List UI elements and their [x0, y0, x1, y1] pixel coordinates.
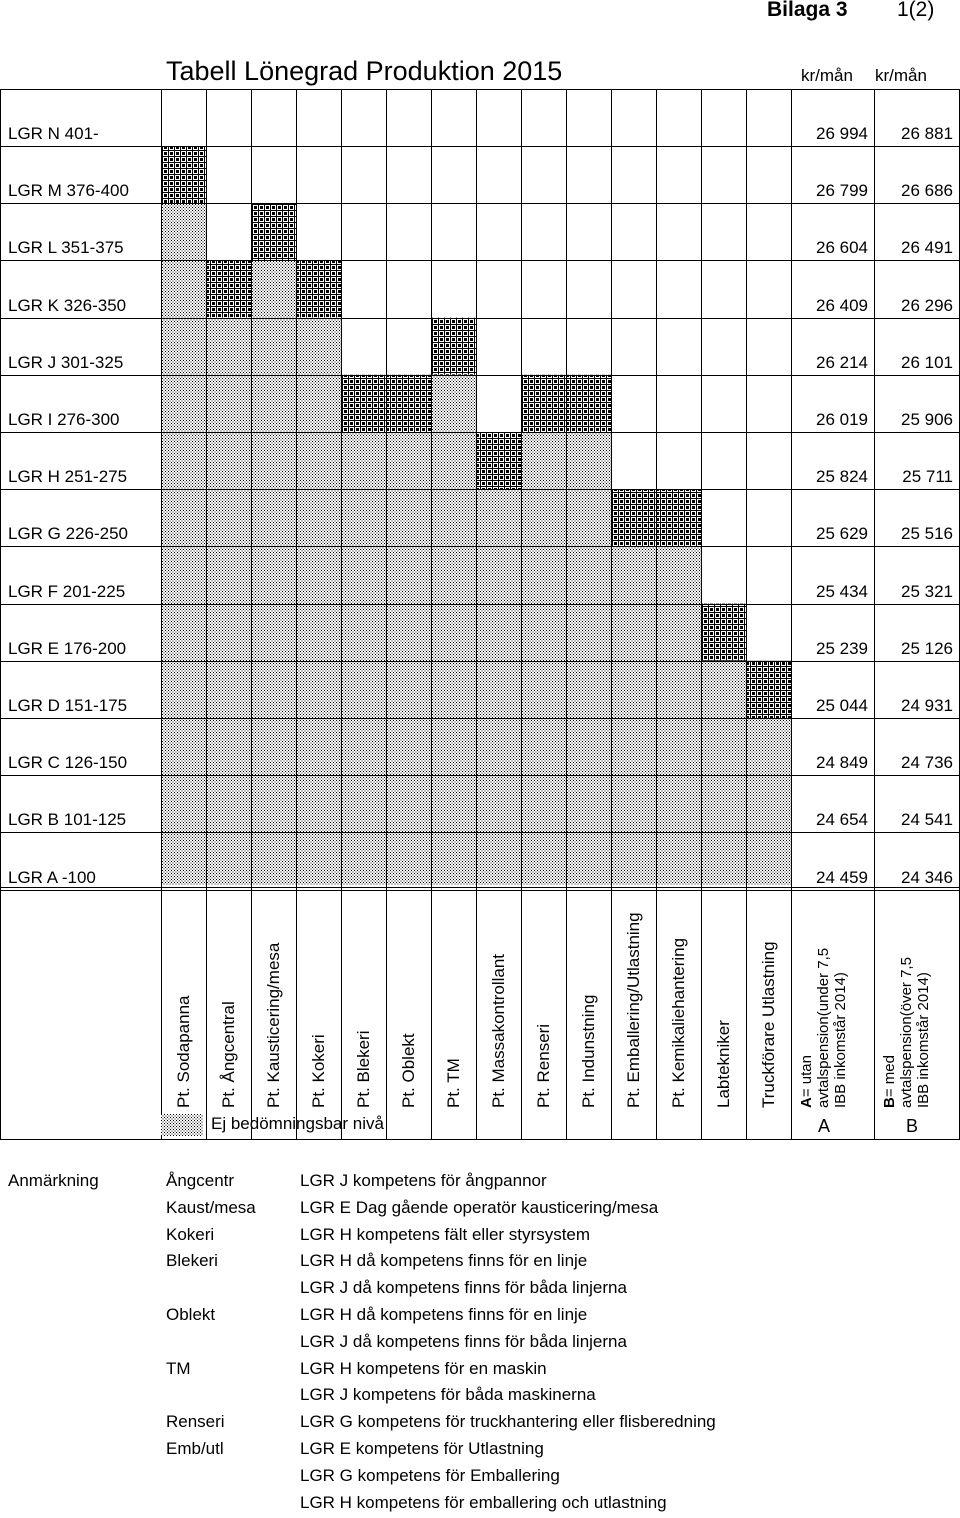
remark-text: LGR J kompetens för båda maskinerna: [300, 1385, 596, 1405]
salary-b: 26 686: [901, 181, 953, 201]
max-grade-cell: [567, 375, 611, 432]
legend-swatch: [161, 1114, 203, 1136]
salary-b: 24 736: [901, 753, 953, 773]
grade-label: LGR D 151-175: [8, 696, 128, 715]
col-header: Truckförare Utlastning: [759, 941, 778, 1108]
max-grade-cell: [477, 432, 521, 489]
salary-a: 25 239: [816, 638, 868, 658]
salary-b: 26 101: [901, 352, 953, 372]
remark-text: LGR E Dag gående operatör kausticering/mesa: [300, 1197, 659, 1217]
salary-a: 24 849: [816, 753, 868, 773]
salary-a: 24 654: [816, 810, 868, 830]
unrated-cell: [567, 432, 611, 885]
max-grade-cell: [387, 375, 431, 432]
salary-a: 25 434: [816, 581, 868, 601]
salary-b: 25 126: [901, 638, 953, 658]
remark-text: LGR H kompetens för en maskin: [300, 1358, 547, 1378]
grade-label: LGR A -100: [8, 867, 96, 887]
salary-b: 24 541: [901, 810, 953, 830]
unrated-cell: [252, 260, 296, 885]
grade-label: LGR B 101-125: [8, 810, 127, 830]
col-header: Pt. Renseri: [534, 1023, 553, 1108]
salary-b: 25 321: [901, 581, 953, 601]
remark-text: LGR G kompetens för Emballering: [300, 1465, 560, 1485]
col-header: Pt. Indunstning: [579, 994, 598, 1108]
col-header-b: B= med avtalspension(över 7,5 IBB inkomstår 2014): [881, 957, 932, 1108]
salary-b: 25 906: [901, 410, 953, 429]
grade-label: LGR C 126-150: [8, 753, 128, 773]
col-header: Pt. Emballering/Utlastning: [624, 912, 643, 1108]
col-header-a: A= utan avtalspension(under 7,5 IBB inkomstår 2014): [798, 947, 849, 1108]
unrated-cell: [522, 432, 566, 885]
grade-label: LGR K 326-350: [8, 295, 127, 315]
max-grade-cell: [612, 489, 656, 546]
unit-header-b: kr/mån: [875, 66, 927, 85]
max-grade-cell: [297, 260, 341, 317]
unrated-cell: [747, 718, 791, 885]
unrated-cell: [432, 375, 476, 885]
col-header: Pt. Oblekt: [399, 1033, 418, 1108]
max-grade-cell: [522, 375, 566, 432]
remark-text: LGR H då kompetens finns för en linje: [300, 1305, 588, 1324]
max-grade-cell: [747, 661, 791, 718]
salary-a: 26 604: [816, 238, 868, 258]
document-label: Bilaga 3: [767, 0, 848, 21]
remark-text: LGR J då kompetens finns för båda linjerna: [300, 1278, 627, 1298]
remark-key: Oblekt: [166, 1305, 216, 1324]
salary-a: 26 214: [816, 352, 868, 372]
remark-text: LGR H kompetens fält eller styrsystem: [300, 1224, 591, 1244]
remark-key: Renseri: [166, 1412, 225, 1432]
col-header: Pt. Sodapanna: [174, 995, 193, 1108]
salary-a: 24 459: [816, 867, 868, 887]
unrated-cell: [657, 546, 701, 885]
col-header: Pt. Blekeri: [354, 1030, 373, 1108]
max-grade-cell: [657, 489, 701, 546]
grade-label: LGR F 201-225: [8, 581, 126, 601]
page-title: Tabell Lönegrad Produktion 2015: [166, 56, 563, 86]
col-header: Pt. Kokeri: [309, 1034, 328, 1108]
salary-a: 25 044: [816, 696, 868, 715]
remark-text: LGR H kompetens för emballering och utlastning: [300, 1492, 667, 1512]
col-header: Pt. Ångcentral: [219, 1001, 238, 1108]
unrated-cell: [297, 318, 341, 885]
unrated-cell: [612, 546, 656, 885]
salary-b: 25 711: [902, 467, 953, 487]
col-header: Pt. Kemikaliehantering: [669, 937, 688, 1108]
remark-text: LGR H då kompetens finns för en linje: [300, 1251, 588, 1271]
remark-key: TM: [166, 1358, 191, 1378]
grade-label: LGR H 251-275: [8, 467, 128, 487]
max-grade-cell: [207, 260, 251, 317]
salary-a: 26 799: [816, 181, 868, 201]
unrated-cell: [342, 432, 386, 885]
salary-b: 24 346: [901, 867, 953, 887]
unrated-cell: [702, 661, 746, 885]
grade-label: LGR M 376-400: [8, 181, 129, 201]
remark-key: Kaust/mesa: [166, 1197, 256, 1217]
salary-a: 25 824: [816, 467, 868, 487]
max-grade-cell: [162, 146, 206, 203]
salary-a: 25 629: [816, 524, 868, 544]
remark-text: LGR E kompetens för Utlastning: [300, 1439, 544, 1458]
grade-label: LGR G 226-250: [8, 524, 129, 544]
col-footer-b: B: [906, 1116, 919, 1136]
unrated-cell: [207, 318, 251, 885]
grade-label: LGR E 176-200: [8, 638, 127, 658]
unrated-cell: [387, 432, 431, 885]
unrated-cell: [162, 203, 206, 885]
col-header: Pt. TM: [444, 1058, 463, 1108]
salary-a: 26 019: [816, 410, 868, 429]
salary-b: 25 516: [901, 524, 953, 544]
max-grade-cell: [702, 604, 746, 661]
legend-label: Ej bedömningsbar nivå: [211, 1114, 384, 1133]
remark-key: Emb/utl: [166, 1439, 224, 1458]
max-grade-cell: [342, 375, 386, 432]
max-grade-cell: [252, 203, 296, 260]
grade-label: LGR N 401-: [8, 124, 99, 143]
grade-label: LGR L 351-375: [8, 238, 124, 258]
grade-label: LGR I 276-300: [8, 410, 120, 429]
remarks-heading: Anmärkning: [8, 1171, 99, 1190]
grade-label: LGR J 301-325: [8, 352, 124, 372]
remark-key: Blekeri: [166, 1251, 218, 1271]
remark-text: LGR J kompetens för ångpannor: [300, 1171, 547, 1190]
remark-text: LGR G kompetens för truckhantering eller flisberedning: [300, 1412, 716, 1432]
remark-key: Ångcentr: [166, 1171, 235, 1190]
max-grade-cell: [432, 318, 476, 375]
col-header: Pt. Massakontrollant: [489, 953, 508, 1108]
remark-text: LGR J då kompetens finns för båda linjerna: [300, 1331, 627, 1351]
salary-b: 26 296: [901, 295, 953, 315]
salary-b: 26 881: [901, 124, 953, 143]
col-header: Labtekniker: [714, 1020, 733, 1108]
page-number: 1(2): [897, 0, 935, 21]
col-header: Pt. Kausticering/mesa: [264, 942, 283, 1108]
salary-b: 24 931: [901, 696, 953, 715]
salary-a: 26 994: [816, 124, 868, 143]
unrated-cell: [477, 489, 521, 885]
salary-a: 26 409: [816, 295, 868, 315]
remark-key: Kokeri: [166, 1224, 215, 1244]
unit-header-a: kr/mån: [801, 66, 853, 85]
salary-b: 26 491: [901, 238, 953, 258]
col-footer-a: A: [818, 1116, 831, 1136]
